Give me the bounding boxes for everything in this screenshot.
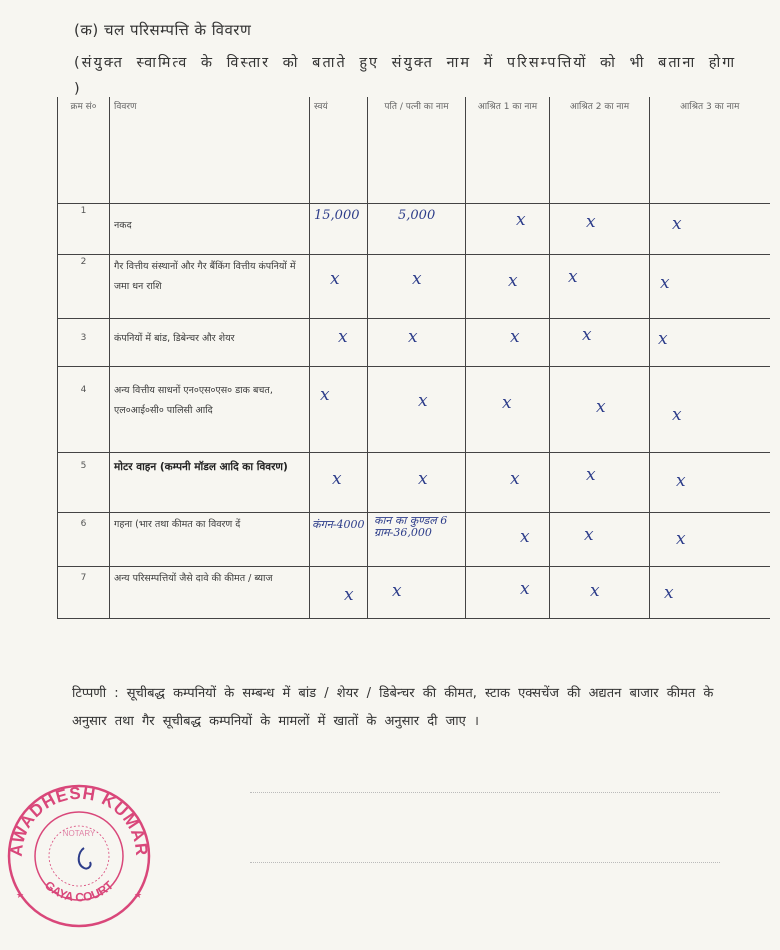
row-dep3: x	[650, 366, 770, 452]
table-row	[58, 512, 770, 566]
row-sn: 6	[58, 512, 110, 566]
row-dep1: x	[466, 512, 550, 566]
row-dep2: x	[550, 512, 650, 566]
row-dep2: x	[550, 452, 650, 512]
header-dependent-3: आश्रित 3 का नाम	[650, 97, 770, 203]
section-heading: (क) चल परिसम्पत्ति के विवरण	[74, 21, 252, 39]
row-dep1: x	[466, 366, 550, 452]
row-dep3: x	[650, 512, 770, 566]
row-dep3: x	[650, 254, 770, 318]
signature-mark	[79, 848, 91, 869]
row-description: गैर वित्तीय संस्थानों और गैर बैंकिंग वित्तीय कंपनियों में जमा धन राशि	[110, 254, 310, 318]
row-dep2: x	[550, 566, 650, 618]
row-dep1: x	[466, 452, 550, 512]
row-self: 15,000	[310, 203, 368, 254]
row-dep3: x	[650, 318, 770, 366]
row-spouse: x	[368, 254, 466, 318]
table-header-row	[58, 97, 770, 203]
row-dep1: x	[466, 566, 550, 618]
row-spouse: x	[368, 318, 466, 366]
header-sn: क्रम सं०	[58, 97, 110, 203]
header-dependent-2: आश्रित 2 का नाम	[550, 97, 650, 203]
footnote: टिप्पणी : सूचीबद्ध कम्पनियों के सम्बन्ध में बांड / शेयर / डिबेन्चर की कीमत, स्टाक एक्सचेंज की अद्यतन बाजार कीमत के अनुसार तथा गैर सूचीबद्ध कम्पनियों के मामलों में खातों के अनुसार दी जाए ।	[72, 686, 714, 729]
row-dep2: x	[550, 203, 650, 254]
row-description: गहना (भार तथा कीमत का विवरण दें	[110, 512, 310, 566]
table-row	[58, 203, 770, 254]
row-dep2: x	[550, 318, 650, 366]
row-spouse: x	[368, 452, 466, 512]
table-row	[58, 366, 770, 452]
header-description: विवरण	[110, 97, 310, 203]
row-spouse: कान का कुण्डल 6 ग्राम-36,000	[368, 512, 466, 566]
section-subheading: (संयुक्त स्वामित्व के विस्तार को बताते हुए संयुक्त नाम में परिसम्पत्तियों को भी बताना होगा )	[74, 55, 737, 97]
table-row	[58, 318, 770, 366]
signature-line	[250, 862, 720, 863]
row-dep2: x	[550, 366, 650, 452]
row-sn: 2	[58, 254, 110, 318]
seal-star-icon: ★	[134, 891, 143, 901]
seal-name: AWADHESH KUMAR	[6, 783, 152, 858]
row-sn: 7	[58, 566, 110, 618]
signature-line	[250, 792, 720, 793]
row-dep3: x	[650, 566, 770, 618]
row-dep3: x	[650, 203, 770, 254]
movable-assets-table	[57, 97, 770, 619]
row-self: x	[310, 366, 368, 452]
row-self: x	[310, 566, 368, 618]
row-sn: 1	[58, 203, 110, 254]
row-self: x	[310, 254, 368, 318]
header-dependent-1: आश्रित 1 का नाम	[466, 97, 550, 203]
seal-star-icon: ★	[16, 891, 25, 901]
row-self: x	[310, 452, 368, 512]
row-sn: 4	[58, 366, 110, 452]
row-self: x	[310, 318, 368, 366]
row-spouse: x	[368, 366, 466, 452]
row-spouse: 5,000	[368, 203, 466, 254]
header-spouse: पति / पत्नी का नाम	[368, 97, 466, 203]
table-row	[58, 254, 770, 318]
row-sn: 3	[58, 318, 110, 366]
row-dep2: x	[550, 254, 650, 318]
row-description: कंपनियों में बांड, डिबेन्चर और शेयर	[110, 318, 310, 366]
row-dep1: x	[466, 254, 550, 318]
row-description: मोटर वाहन (कम्पनी मॉडल आदि का विवरण)	[110, 452, 310, 512]
header-self: स्वयं	[310, 97, 368, 203]
row-dep1: x	[466, 203, 550, 254]
seal-location: GAYA COURT	[41, 878, 117, 905]
row-spouse: x	[368, 566, 466, 618]
table-row	[58, 452, 770, 512]
row-description: अन्य परिसम्पत्तियों जैसे दावे की कीमत / ब्याज	[110, 566, 310, 618]
svg-text:AWADHESH KUMAR	[7, 784, 152, 857]
seal-title: NOTARY	[62, 829, 96, 838]
row-description: अन्य वित्तीय साधनों एन०एस०एस० डाक बचत, एल०आई०सी० पालिसी आदि	[110, 366, 310, 452]
row-dep1: x	[466, 318, 550, 366]
table-row	[58, 566, 770, 618]
notary-seal	[4, 778, 154, 928]
svg-text:GAYA COURT	[42, 878, 117, 905]
row-description: नकद	[110, 203, 310, 254]
row-sn: 5	[58, 452, 110, 512]
row-self: कंगन-4000	[310, 512, 368, 566]
row-dep3: x	[650, 452, 770, 512]
